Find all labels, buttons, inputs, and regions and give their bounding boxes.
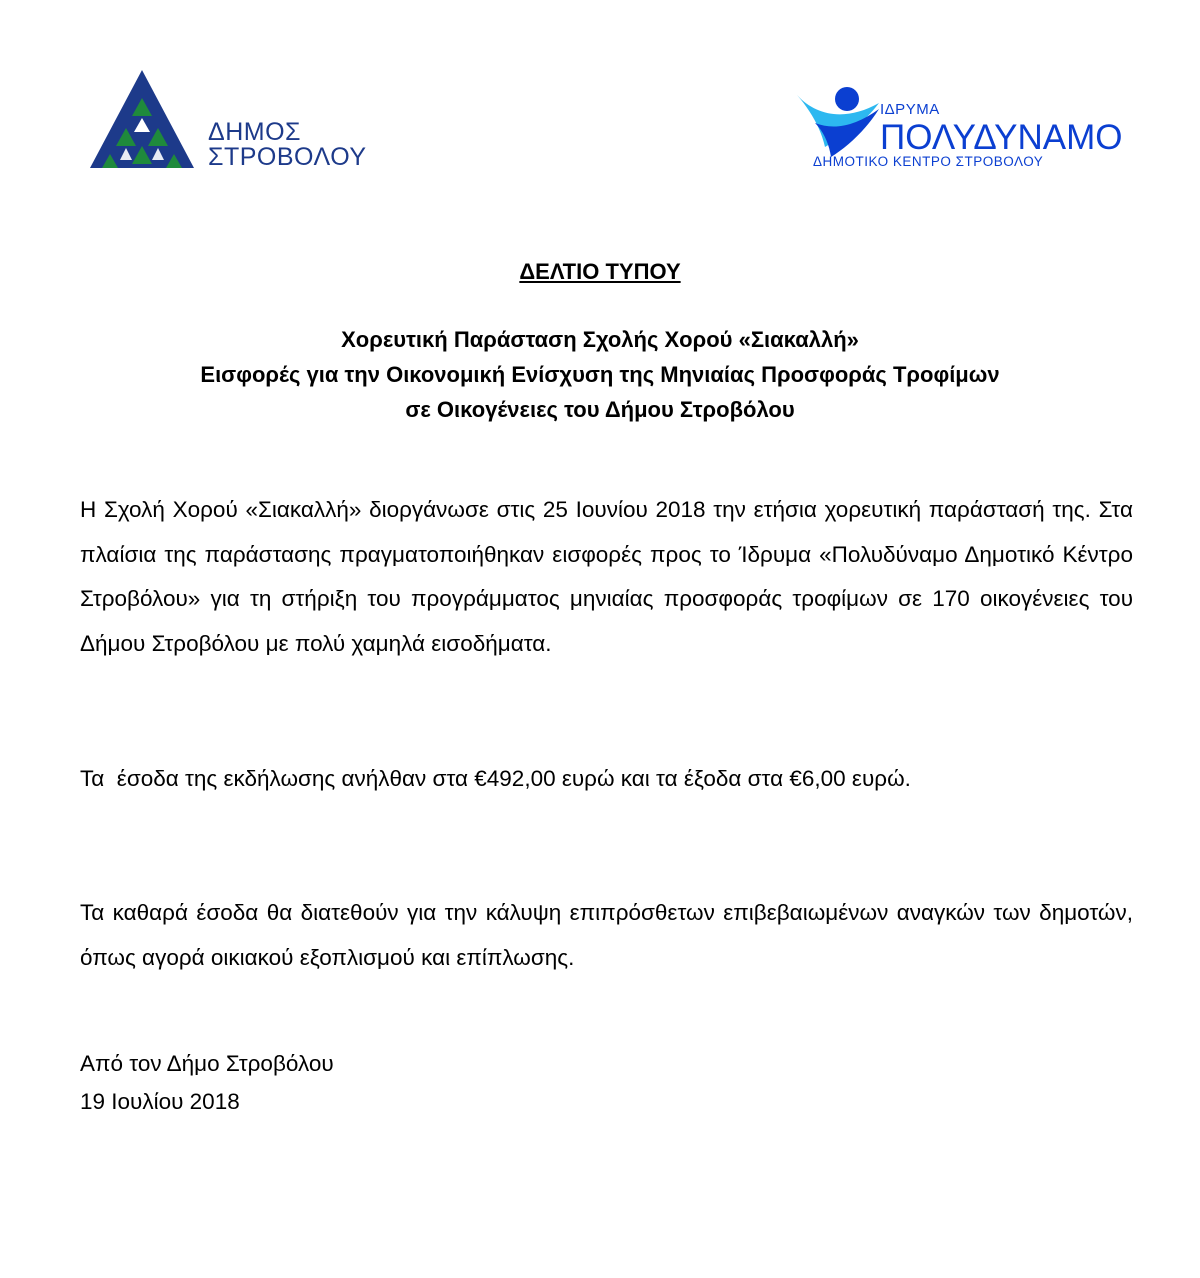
logo-right-sub: ΔΗΜΟΤΙΚΟ ΚΕΝΤΡΟ ΣΤΡΟΒΟΛΟΥ (813, 154, 1044, 169)
press-release-subtitle (0, 322, 1200, 427)
signoff-date: 19 Ιουλίου 2018 (80, 1089, 240, 1114)
subtitle-line: Χορευτική Παράσταση Σχολής Χορού «Σιακαλλή» (341, 327, 859, 352)
logo-left-line2: ΣΤΡΟΒΟΛΟΥ (208, 143, 367, 171)
body-paragraph-2: Τα έσοδα της εκδήλωσης ανήλθαν στα €492,00 ευρώ και τα έξοδα στα €6,00 ευρώ. (80, 766, 911, 791)
logo-right-small: ΙΔΡΥΜΑ (880, 101, 940, 118)
body-paragraph-1: Η Σχολή Χορού «Σιακαλλή» διοργάνωσε στις 25 Ιουνίου 2018 την ετήσια χορευτική παράστασή της. Στα πλαίσια της παράστασης πραγματοποιήθηκαν εισφορές προς το Ίδρυμα «Πολυδύναμο Δημοτικό Κέντρο Στροβόλου» για τη στήριξη του προγράμματος μηνιαίας προσφοράς τροφίμων σε 170 οικογένειες του Δήμου Στροβόλου με πολύ χαμηλά εισοδήματα. (80, 497, 1133, 656)
signoff-from: Από τον Δήμο Στροβόλου (80, 1051, 334, 1076)
swoosh-figure-icon (795, 85, 885, 160)
press-release-heading: ΔΕΛΤΙΟ ΤΥΠΟΥ (519, 259, 681, 284)
subtitle-line: σε Οικογένειες του Δήμου Στροβόλου (405, 397, 795, 422)
triangle-emblem-icon (90, 68, 200, 173)
logo-left-line1: ΔΗΜΟΣ (208, 118, 301, 146)
polydynamo-foundation-logo (795, 85, 1130, 180)
subtitle-line: Εισφορές για την Οικονομική Ενίσχυση της Μηνιαίας Προσφοράς Τροφίμων (200, 362, 1000, 387)
logo-right-main: ΠΟΛΥΔΥΝΑΜΟ (880, 118, 1123, 157)
strovolos-municipality-logo (90, 68, 380, 173)
signoff-block (80, 1045, 334, 1121)
body-paragraph-3: Τα καθαρά έσοδα θα διατεθούν για την κάλυψη επιπρόσθετων επιβεβαιωμένων αναγκών των δημοτών, όπως αγορά οικιακού εξοπλισμού και επίπλωσης. (80, 900, 1133, 970)
